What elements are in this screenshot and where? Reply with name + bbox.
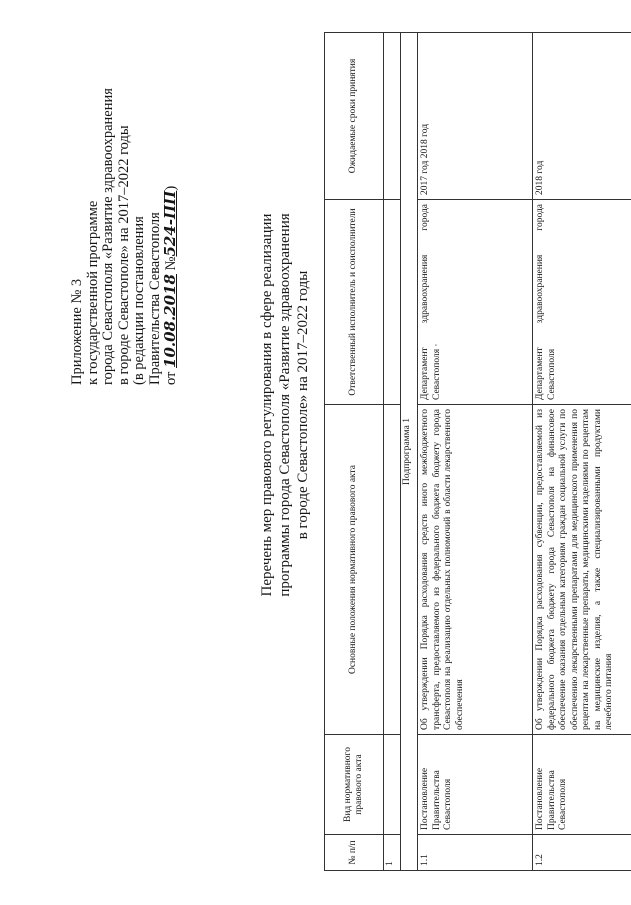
close-paren: ) <box>163 185 179 191</box>
appendix-title: Приложение № 3 <box>69 278 85 385</box>
column-number-row <box>384 33 401 871</box>
date-prefix: от <box>163 371 179 385</box>
table-row <box>418 33 533 871</box>
row-content: Об утверждении Порядка расходования средств иного межбюджетного трансферта, предоставляемого из федерального бюджета бюджету города Севастополя на реализацию отдельных полномочий в области лекарственного обеспечения <box>418 405 533 735</box>
section-row <box>401 33 418 871</box>
header-num: № п/п <box>325 835 384 871</box>
appendix-line: в городе Севастополе» на 2017–2022 годы <box>115 125 132 385</box>
empty-cell <box>384 735 401 835</box>
number-prefix: № <box>163 256 179 271</box>
legal-measures-table <box>324 32 631 871</box>
header-kind: Вид нормативного правового акта <box>325 735 384 835</box>
row-kind: Постановление Правительства Севастополя <box>533 735 631 835</box>
appendix-line: города Севастополя «Развитие здравоохранения <box>100 88 116 385</box>
header-executor: Ответственный исполнитель и соисполнители <box>325 200 384 405</box>
empty-cell <box>384 33 401 200</box>
header-terms: Ожидаемые сроки принятия <box>325 33 384 200</box>
row-content: Об утверждении Порядка расходования субвенции, предоставляемой из федерального бюджета бюджету города Севастополя на финансовое обеспечение оказания отдельным категориям граждан социальной услуги по обеспечению лекарственными препаратами для медицинского применения по рецептам на лекарственные препараты, медицинскими изделиями по рецептам на медицинские изделия, а также специализированными продуктами лечебного питания <box>533 405 631 735</box>
document-heading <box>258 145 312 665</box>
heading-line: Перечень мер правового регулирования в сфере реализации <box>259 213 275 597</box>
empty-cell <box>384 405 401 735</box>
row-num: 1.2 <box>533 835 631 871</box>
appendix-header <box>70 25 180 385</box>
row-executor: Департамент здравоохранения города Севастополя · <box>418 200 533 405</box>
section-title: Подпрограмма 1 <box>401 33 418 871</box>
row-num: 1.1 <box>418 835 533 871</box>
row-kind: Постановление Правительства Севастополя <box>418 735 533 835</box>
handwritten-number: 524-ПП <box>161 190 179 257</box>
handwritten-date: 10.08.2018 <box>161 274 179 368</box>
appendix-line: к государственной программе <box>84 200 101 385</box>
heading-line: в городе Севастополе» на 2017–2022 годы <box>295 270 311 540</box>
table-header-row <box>325 33 384 871</box>
appendix-line: (в редакции постановления <box>131 216 147 385</box>
heading-line: программы города Севастополя «Развитие здравоохранения <box>277 213 293 597</box>
row-terms: 2017 год 2018 год <box>418 33 533 200</box>
row-executor: Департамент здравоохранения города Севастополя <box>533 200 631 405</box>
empty-cell <box>384 200 401 405</box>
column-number-cell: 1 <box>384 835 401 871</box>
decree-date-line <box>163 25 180 385</box>
table-row <box>533 33 631 871</box>
appendix-line: Правительства Севастополя <box>146 212 163 385</box>
header-content: Основные положения нормативного правового акта <box>325 405 384 735</box>
row-terms: 2018 год <box>533 33 631 200</box>
